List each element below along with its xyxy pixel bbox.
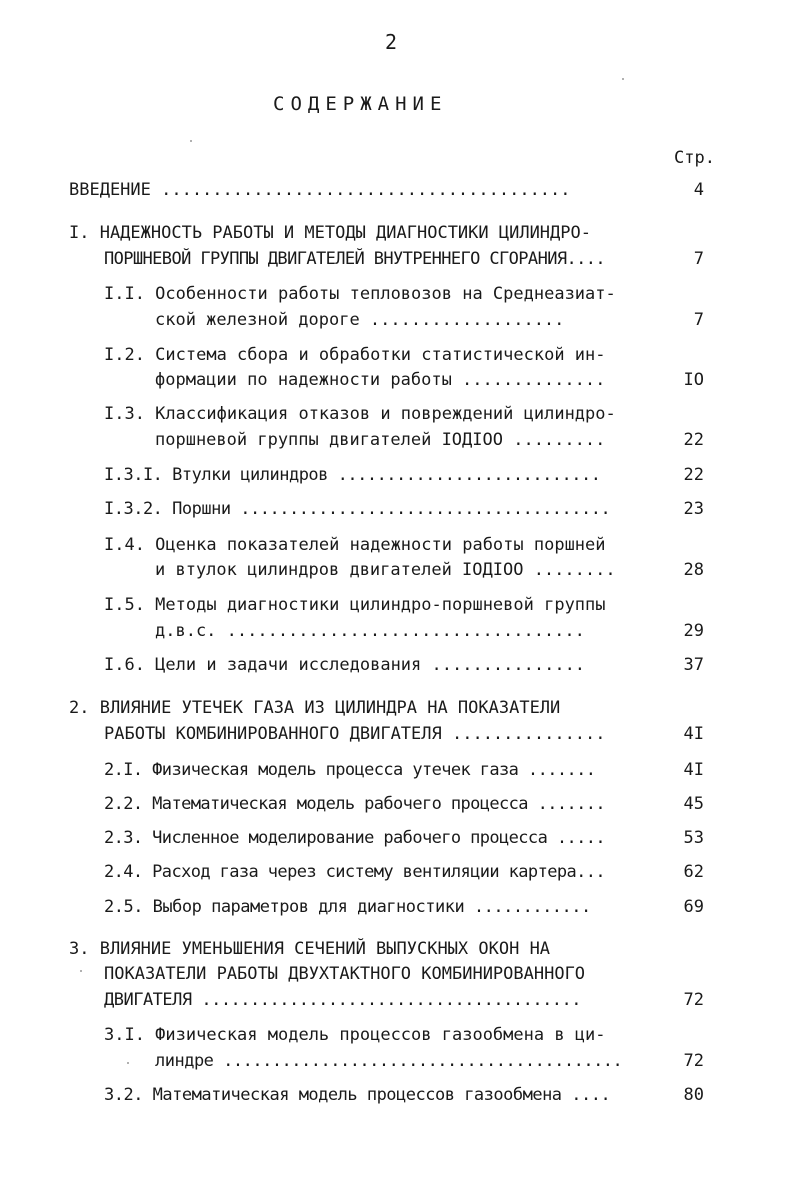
toc-entry-line[interactable]: ПОКАЗАТЕЛИ РАБОТЫ ДВУХТАКТНОГО КОМБИНИРОВАННОГО: [104, 964, 586, 984]
toc-entry-line[interactable]: I.3.I. Втулки цилиндров ...........................: [104, 465, 601, 485]
toc-entry-line[interactable]: д.в.с. ...................................: [155, 621, 585, 641]
toc-entry-line[interactable]: ДВИГАТЕЛЯ .......................................: [104, 990, 582, 1010]
toc-entry-page: 69: [683, 897, 704, 917]
toc-entry-line[interactable]: I.I. Особенности работы тепловозов на Среднеазиат-: [104, 284, 616, 304]
scan-speck: [80, 970, 82, 972]
toc-entry-line[interactable]: I.3.2. Поршни ......................................: [104, 499, 611, 519]
toc-entry-page: 23: [683, 499, 704, 519]
toc-entry-line[interactable]: I.5. Методы диагностики цилиндро-поршневой группы: [104, 595, 606, 615]
toc-entry-page: 53: [683, 828, 704, 848]
toc-entry-line[interactable]: I.2. Система сбора и обработки статистической ин-: [104, 345, 606, 365]
toc-entry-page: 62: [683, 862, 704, 882]
toc-entry-page: 4I: [683, 724, 704, 744]
toc-entry-line[interactable]: I.6. Цели и задачи исследования ...............: [104, 655, 586, 675]
page-number: 2: [385, 30, 398, 54]
toc-entry-line[interactable]: 2.3. Численное моделирование рабочего процесса .....: [104, 828, 606, 848]
toc-entry-page: 72: [683, 990, 704, 1010]
toc-entry-line[interactable]: I.3. Классификация отказов и повреждений цилиндро-: [104, 404, 616, 424]
scan-speck: [127, 1062, 129, 1064]
toc-entry-line[interactable]: и втулок цилиндров двигателей IOДIOO ........: [155, 560, 616, 580]
toc-entry-line[interactable]: ПОРШНЕВОЙ ГРУППЫ ДВИГАТЕЛЕЙ ВНУТРЕННЕГО СГОРАНИЯ....: [104, 249, 606, 269]
page-column-label: Стр.: [674, 148, 715, 168]
toc-entry-line[interactable]: ВВЕДЕНИЕ ........................................: [69, 180, 571, 200]
toc-entry-line[interactable]: 3.2. Математическая модель процессов газообмена ....: [104, 1085, 611, 1105]
toc-entry-line[interactable]: формации по надежности работы ..............: [155, 370, 606, 390]
scan-speck: [190, 140, 192, 142]
toc-entry-page: 45: [683, 794, 704, 814]
toc-entry-page: 72: [683, 1051, 704, 1071]
toc-entry-page: 80: [683, 1085, 704, 1105]
toc-entry-line[interactable]: 3.I. Физическая модель процессов газообмена в ци-: [104, 1025, 606, 1045]
toc-entry-line[interactable]: 2.4. Расход газа через систему вентиляции картера...: [104, 862, 606, 882]
toc-entry-line[interactable]: 2. ВЛИЯНИЕ УТЕЧЕК ГАЗА ИЗ ЦИЛИНДРА НА ПОКАЗАТЕЛИ: [69, 698, 561, 718]
toc-entry-line[interactable]: РАБОТЫ КОМБИНИРОВАННОГО ДВИГАТЕЛЯ ...............: [104, 724, 606, 744]
toc-entry-line[interactable]: поршневой группы двигателей IOДIOO .........: [155, 430, 606, 450]
toc-entry-line[interactable]: линдре .........................................: [155, 1051, 623, 1071]
toc-entry-page: 29: [683, 621, 704, 641]
toc-entry-page: 22: [683, 465, 704, 485]
toc-entry-page: 7: [693, 310, 704, 330]
scan-speck: [622, 78, 624, 80]
toc-entry-page: 37: [683, 655, 704, 675]
toc-entry-line[interactable]: I.4. Оценка показателей надежности работы поршней: [104, 535, 606, 555]
toc-entry-line[interactable]: 3. ВЛИЯНИЕ УМЕНЬШЕНИЯ СЕЧЕНИЙ ВЫПУСКНЫХ ОКОН НА: [69, 939, 551, 959]
toc-entry-line[interactable]: 2.2. Математическая модель рабочего процесса .......: [104, 794, 606, 814]
toc-entry-page: 4I: [683, 760, 704, 780]
toc-entry-page: 22: [683, 430, 704, 450]
page-title: СОДЕРЖАНИЕ: [273, 93, 448, 115]
toc-entry-page: IO: [683, 370, 704, 390]
toc-entry-line[interactable]: 2.5. Выбор параметров для диагностики ............: [104, 897, 591, 917]
toc-entry-page: 28: [683, 560, 704, 580]
toc-entry-line[interactable]: 2.I. Физическая модель процесса утечек газа .......: [104, 760, 596, 780]
toc-entry-page: 4: [693, 180, 704, 200]
toc-entry-line[interactable]: ской железной дороге ...................: [155, 310, 565, 330]
toc-entry-page: 7: [693, 249, 704, 269]
toc-entry-line[interactable]: I. НАДЕЖНОСТЬ РАБОТЫ И МЕТОДЫ ДИАГНОСТИКИ ЦИЛИНДРО-: [69, 223, 591, 243]
